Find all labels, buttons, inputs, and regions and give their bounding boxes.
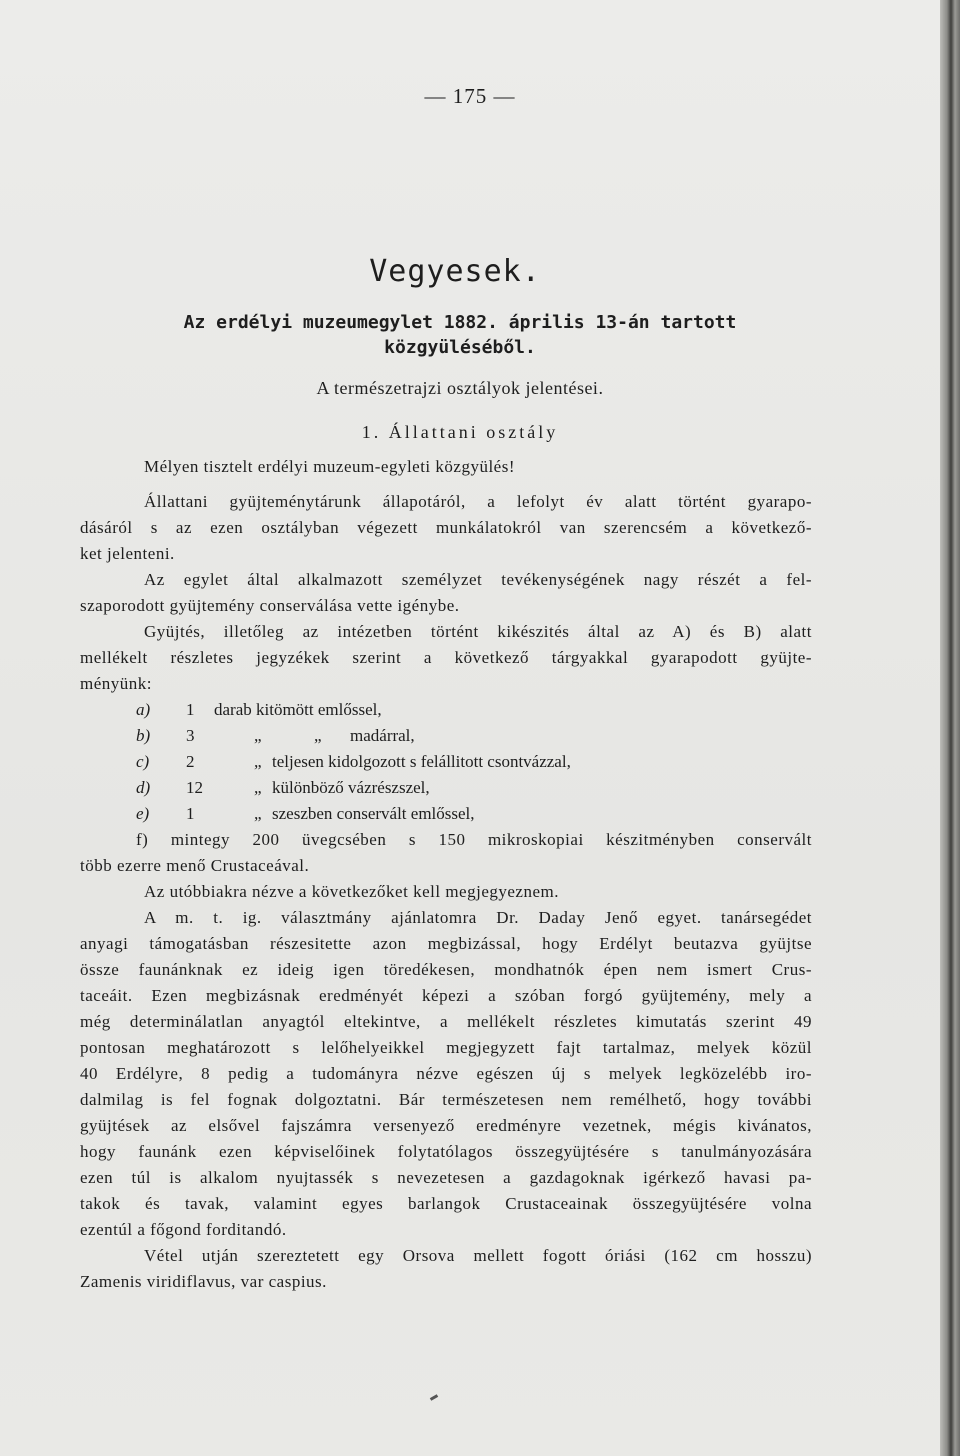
ink-mark bbox=[430, 1394, 438, 1401]
paragraph-line: Vétel utján szereztetett egy Orsova mellett fogott óriási (162 cm hosszu) bbox=[144, 1246, 812, 1265]
section-title: Vegyesek. bbox=[369, 254, 541, 289]
list-item-letter: b) bbox=[136, 726, 151, 745]
article-heading-cont: közgyüléséből. bbox=[384, 337, 536, 358]
paragraph-line: Az utóbbiakra nézve a következőket kell megjegyeznem. bbox=[144, 882, 559, 901]
list-item-letter: e) bbox=[136, 804, 150, 823]
list-item-count: 1 bbox=[186, 804, 195, 823]
salutation: Mélyen tisztelt erdélyi muzeum-egyleti közgyülés! bbox=[144, 457, 515, 476]
paragraph-line: dásáról s az ezen osztályban végezett munkálatokról van szerencsém a következő- bbox=[80, 518, 812, 537]
list-item-text: darab kitömött emlőssel, bbox=[214, 700, 382, 719]
paragraph-line: 40 Erdélyre, 8 pedig a tudományra nézve egészen új s melyek legközelébb iro- bbox=[80, 1064, 812, 1083]
paragraph-line: dalmilag is fel fognak dolgoztatni. Bár természetesen nem remélhető, hogy további bbox=[80, 1090, 812, 1109]
list-item-letter: c) bbox=[136, 752, 150, 771]
paragraph-line: össze faunánknak ez ideig igen töredékesen, mondhatnók épen nem ismert Crus- bbox=[80, 960, 812, 979]
article-heading: Az erdélyi muzeumegylet 1882. április 13-án tartott bbox=[183, 312, 737, 333]
paragraph-line: Az egylet által alkalmazott személyzet tevékenységének nagy részét a fel- bbox=[144, 570, 812, 589]
list-item-count: 3 bbox=[186, 726, 195, 745]
paragraph-line: ket jelenteni. bbox=[80, 544, 175, 563]
ditto-mark: „ bbox=[254, 752, 262, 771]
subsection-title: 1. Állattani osztály bbox=[361, 422, 559, 442]
paragraph-line: hogy faunánk ezen képviselőinek folytatólagos összegyüjtésére s tanulmányozására bbox=[80, 1142, 812, 1161]
book-spine-edge bbox=[940, 0, 960, 1456]
list-item-f: f) mintegy 200 üvegcsében s 150 mikroskopiai készitményben conservált bbox=[136, 830, 812, 849]
page-number: — 175 — bbox=[424, 84, 516, 108]
paragraph-line: A m. t. ig. választmány ajánlatomra Dr. Daday Jenő egyet. tanársegédet bbox=[144, 908, 812, 927]
paragraph-line: szaporodott gyüjtemény conserválása vette igénybe. bbox=[80, 596, 460, 615]
list-item-text: teljesen kidolgozott s felállitott csontvázzal, bbox=[272, 752, 571, 771]
paragraph-line: pontosan meghatározott s lelőhelyeikkel megjegyzett fajt tartalmaz, melyek közül bbox=[80, 1038, 812, 1057]
list-item-count: 12 bbox=[186, 778, 203, 797]
ditto-mark: „ bbox=[254, 778, 262, 797]
list-item-letter: d) bbox=[136, 778, 151, 797]
list-item-text: különböző vázrészszel, bbox=[272, 778, 430, 797]
ditto-mark: „ bbox=[254, 804, 262, 823]
paragraph-line: ményünk: bbox=[80, 674, 152, 693]
list-item-count: 1 bbox=[186, 700, 195, 719]
ditto-mark: „ bbox=[314, 726, 322, 745]
ditto-mark: „ bbox=[254, 726, 262, 745]
paragraph-line: több ezerre menő Crustaceával. bbox=[80, 856, 310, 875]
list-item-letter: a) bbox=[136, 700, 151, 719]
list-item-count: 2 bbox=[186, 752, 195, 771]
paragraph-line: még determinálatlan anyagtól eltekintve, a mellékelt részletes kimutatás szerint 49 bbox=[80, 1012, 812, 1031]
paragraph-line: anyagi támogatásban részesitette azon megbizással, hogy Erdélyt beutazva gyüjtse bbox=[80, 934, 812, 953]
list-item-text: madárral, bbox=[350, 726, 415, 745]
subtitle: A természetrajzi osztályok jelentései. bbox=[316, 378, 604, 398]
paragraph-line: taceáit. Ezen megbizásnak eredményét képezi a szóban forgó gyüjtemény, mely a bbox=[80, 986, 812, 1005]
list-item-text: szeszben conservált emlőssel, bbox=[272, 804, 475, 823]
paragraph-line: mellékelt részletes jegyzékek szerint a következő tárgyakkal gyarapodott gyüjte- bbox=[80, 648, 812, 667]
paragraph-line: gyüjtések az elsővel fajszámra versenyező eredményre vezetnek, mégis kivánatos, bbox=[80, 1116, 812, 1135]
paragraph-line: Gyüjtés, illetőleg az intézetben történt kikészités által az A) és B) alatt bbox=[144, 622, 812, 641]
paragraph-line: Zamenis viridiflavus, var caspius. bbox=[80, 1272, 327, 1291]
paragraph-line: ezentúl a főgond forditandó. bbox=[80, 1220, 287, 1239]
paragraph-line: ezen túl is alkalom nyujtassék s nevezetesen a gazdagoknak igérkező havasi pa- bbox=[80, 1168, 812, 1187]
paragraph-line: Állattani gyüjteménytárunk állapotáról, a lefolyt év alatt történt gyarapo- bbox=[144, 492, 812, 511]
paragraph-line: takok és tavak, valamint egyes barlangok Crustaceainak összegyüjtésére volna bbox=[80, 1194, 812, 1213]
